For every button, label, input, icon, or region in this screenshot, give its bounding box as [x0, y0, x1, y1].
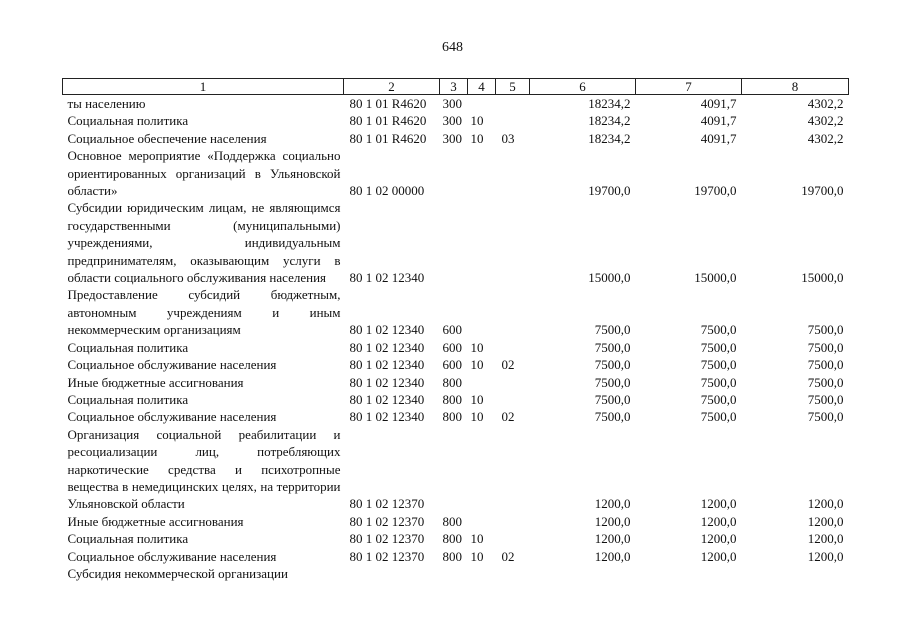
- item-cell: [496, 339, 530, 356]
- value-cell: 7500,0: [700, 339, 737, 355]
- column-header: 3: [440, 79, 468, 95]
- section-cell: 300: [442, 96, 462, 111]
- code-cell: 80 1 01 R4620: [349, 130, 427, 146]
- section-cell: 800: [442, 513, 462, 529]
- row-name-cell: Организация социальной реабилитации и ресоциализации лиц, потребляющих наркотические средства и психотропные вещества в немедицинских целях, на территории Ульяновской области: [67, 426, 341, 512]
- item-cell: [496, 530, 530, 547]
- value-cell: 1200,0: [594, 513, 631, 529]
- section-cell: 800: [442, 409, 462, 425]
- value-cell: 7500,0: [594, 339, 631, 355]
- value-cell: 4302,2: [807, 96, 844, 111]
- row-name-cell: Социальная политика: [67, 391, 189, 407]
- table-row: [63, 513, 849, 530]
- value-cell: 18234,2: [588, 113, 631, 129]
- code-cell: 80 1 01 R4620: [349, 113, 427, 129]
- row-name-cell: Социальное обслуживание населения: [67, 409, 277, 425]
- page-number: 648: [442, 40, 463, 55]
- section-cell: 800: [442, 548, 462, 564]
- value-cell: 18234,2: [588, 130, 631, 146]
- value-cell: 4091,7: [700, 96, 737, 111]
- item-cell: [496, 391, 530, 408]
- section-cell: [440, 147, 468, 199]
- table-row: [63, 356, 849, 373]
- value-cell: 19700,0: [801, 183, 844, 199]
- value-cell: 1200,0: [700, 548, 737, 564]
- value-cell: 7500,0: [807, 391, 844, 407]
- table-row: [63, 286, 849, 338]
- row-name-cell: Субсидия некоммерческой организации: [67, 565, 288, 581]
- item-cell: [496, 112, 530, 129]
- row-name-cell: Иные бюджетные ассигнования: [67, 513, 244, 529]
- item-cell: [496, 199, 530, 286]
- column-header: 8: [742, 79, 849, 95]
- subsection-cell: 10: [470, 531, 484, 547]
- item-cell: [496, 426, 530, 513]
- item-cell: [496, 565, 530, 582]
- item-cell: 02: [501, 409, 515, 425]
- section-cell: 800: [442, 374, 462, 390]
- row-name-cell: Социальное обслуживание населения: [67, 548, 277, 564]
- table-row: [63, 548, 849, 565]
- section-cell: [440, 426, 468, 513]
- code-cell: 80 1 02 00000: [349, 183, 425, 199]
- code-cell: 80 1 02 12340: [349, 391, 425, 407]
- subsection-cell: 10: [470, 339, 484, 355]
- section-cell: 300: [442, 113, 462, 129]
- code-cell: 80 1 02 12370: [349, 548, 425, 564]
- value-cell: 7500,0: [807, 409, 844, 425]
- code-cell: 80 1 02 12340: [349, 357, 425, 373]
- subsection-cell: 10: [470, 113, 484, 129]
- table-row: [63, 374, 849, 391]
- value-cell: 1200,0: [807, 531, 844, 547]
- value-cell: 4302,2: [807, 113, 844, 129]
- value-cell: 4091,7: [700, 130, 737, 146]
- value-cell: 4302,2: [807, 130, 844, 146]
- value-cell: 15000,0: [588, 270, 631, 286]
- subsection-cell: [468, 286, 496, 338]
- section-cell: 600: [442, 322, 462, 338]
- subsection-cell: 10: [470, 357, 484, 373]
- subsection-cell: 10: [470, 130, 484, 146]
- subsection-cell: [468, 426, 496, 513]
- value-cell: 1200,0: [700, 531, 737, 547]
- table-row: [63, 530, 849, 547]
- code-cell: 80 1 02 12370: [349, 513, 425, 529]
- value-cell: 7500,0: [700, 374, 737, 390]
- section-cell: [440, 199, 468, 286]
- value-cell: 1200,0: [594, 548, 631, 564]
- section-cell: [440, 565, 468, 582]
- table-body: [63, 95, 849, 583]
- value-cell: 18234,2: [588, 96, 631, 111]
- column-header: 4: [468, 79, 496, 95]
- value-cell: [742, 565, 849, 582]
- value-cell: 19700,0: [588, 183, 631, 199]
- value-cell: 7500,0: [807, 339, 844, 355]
- table-row: [63, 408, 849, 425]
- section-cell: 800: [442, 531, 462, 547]
- value-cell: 7500,0: [700, 409, 737, 425]
- value-cell: 1200,0: [807, 513, 844, 529]
- table-header-row: [63, 79, 849, 95]
- table-row: [63, 565, 849, 582]
- subsection-cell: [468, 374, 496, 391]
- column-header: 1: [63, 79, 344, 95]
- row-name-cell: Социальное обслуживание населения: [67, 357, 277, 373]
- value-cell: 19700,0: [694, 183, 737, 199]
- section-cell: 800: [442, 391, 462, 407]
- code-cell: 80 1 02 12370: [349, 496, 425, 512]
- value-cell: 1200,0: [594, 531, 631, 547]
- value-cell: 4091,7: [700, 113, 737, 129]
- item-cell: [496, 95, 530, 113]
- value-cell: 7500,0: [594, 409, 631, 425]
- item-cell: 02: [501, 357, 515, 373]
- table-row: [63, 112, 849, 129]
- code-cell: [344, 565, 440, 582]
- row-name-cell: Основное мероприятие «Поддержка социально ориентированных организаций в Ульяновской области»: [67, 148, 341, 199]
- item-cell: [496, 513, 530, 530]
- subsection-cell: [468, 513, 496, 530]
- row-name-cell: Социальная политика: [67, 113, 189, 129]
- subsection-cell: [468, 565, 496, 582]
- value-cell: 7500,0: [700, 357, 737, 373]
- row-name-cell: ты населению: [67, 96, 146, 111]
- subsection-cell: [468, 147, 496, 199]
- value-cell: [636, 565, 742, 582]
- section-cell: 300: [442, 130, 462, 146]
- value-cell: 7500,0: [807, 374, 844, 390]
- row-name-cell: Социальная политика: [67, 531, 189, 547]
- table-row: [63, 391, 849, 408]
- value-cell: 1200,0: [807, 548, 844, 564]
- section-cell: 600: [442, 339, 462, 355]
- value-cell: 7500,0: [594, 374, 631, 390]
- table-row: [63, 130, 849, 147]
- code-cell: 80 1 02 12340: [349, 322, 425, 338]
- code-cell: 80 1 02 12340: [349, 339, 425, 355]
- item-cell: 03: [501, 130, 515, 146]
- value-cell: 1200,0: [594, 496, 631, 512]
- table-row: [63, 199, 849, 286]
- value-cell: 1200,0: [700, 513, 737, 529]
- value-cell: 1200,0: [807, 496, 844, 512]
- value-cell: 7500,0: [594, 391, 631, 407]
- value-cell: 7500,0: [807, 322, 844, 338]
- code-cell: 80 1 02 12340: [349, 270, 425, 286]
- value-cell: 7500,0: [594, 357, 631, 373]
- subsection-cell: 10: [470, 548, 484, 564]
- subsection-cell: 10: [470, 409, 484, 425]
- item-cell: [496, 147, 530, 199]
- row-name-cell: Социальная политика: [67, 339, 189, 355]
- subsection-cell: 10: [470, 391, 484, 407]
- item-cell: [496, 374, 530, 391]
- row-name-cell: Иные бюджетные ассигнования: [67, 374, 244, 390]
- row-name-cell: Субсидии юридическим лицам, не являющимся государственными (муниципальными) учреждениями, индивидуальным предпринимателям, оказывающим услуги в области социального обслуживания населения: [67, 200, 341, 286]
- table-row: [63, 95, 849, 113]
- table-row: [63, 426, 849, 513]
- value-cell: [530, 565, 636, 582]
- value-cell: 7500,0: [594, 322, 631, 338]
- table-row: [63, 147, 849, 199]
- value-cell: 7500,0: [700, 322, 737, 338]
- budget-table: [62, 78, 849, 582]
- subsection-cell: [468, 95, 496, 113]
- item-cell: [496, 286, 530, 338]
- code-cell: 80 1 01 R4620: [349, 96, 427, 111]
- column-header: 6: [530, 79, 636, 95]
- value-cell: 7500,0: [807, 357, 844, 373]
- value-cell: 7500,0: [700, 391, 737, 407]
- column-header: 2: [344, 79, 440, 95]
- value-cell: 15000,0: [694, 270, 737, 286]
- code-cell: 80 1 02 12340: [349, 409, 425, 425]
- row-name-cell: Предоставление субсидий бюджетным, автономным учреждениям и иным некоммерческим организациям: [67, 287, 341, 338]
- column-header: 5: [496, 79, 530, 95]
- value-cell: 1200,0: [700, 496, 737, 512]
- subsection-cell: [468, 199, 496, 286]
- item-cell: 02: [501, 548, 515, 564]
- row-name-cell: Социальное обеспечение населения: [67, 130, 267, 146]
- column-header: 7: [636, 79, 742, 95]
- code-cell: 80 1 02 12340: [349, 374, 425, 390]
- value-cell: 15000,0: [801, 270, 844, 286]
- code-cell: 80 1 02 12370: [349, 531, 425, 547]
- table-row: [63, 339, 849, 356]
- section-cell: 600: [442, 357, 462, 373]
